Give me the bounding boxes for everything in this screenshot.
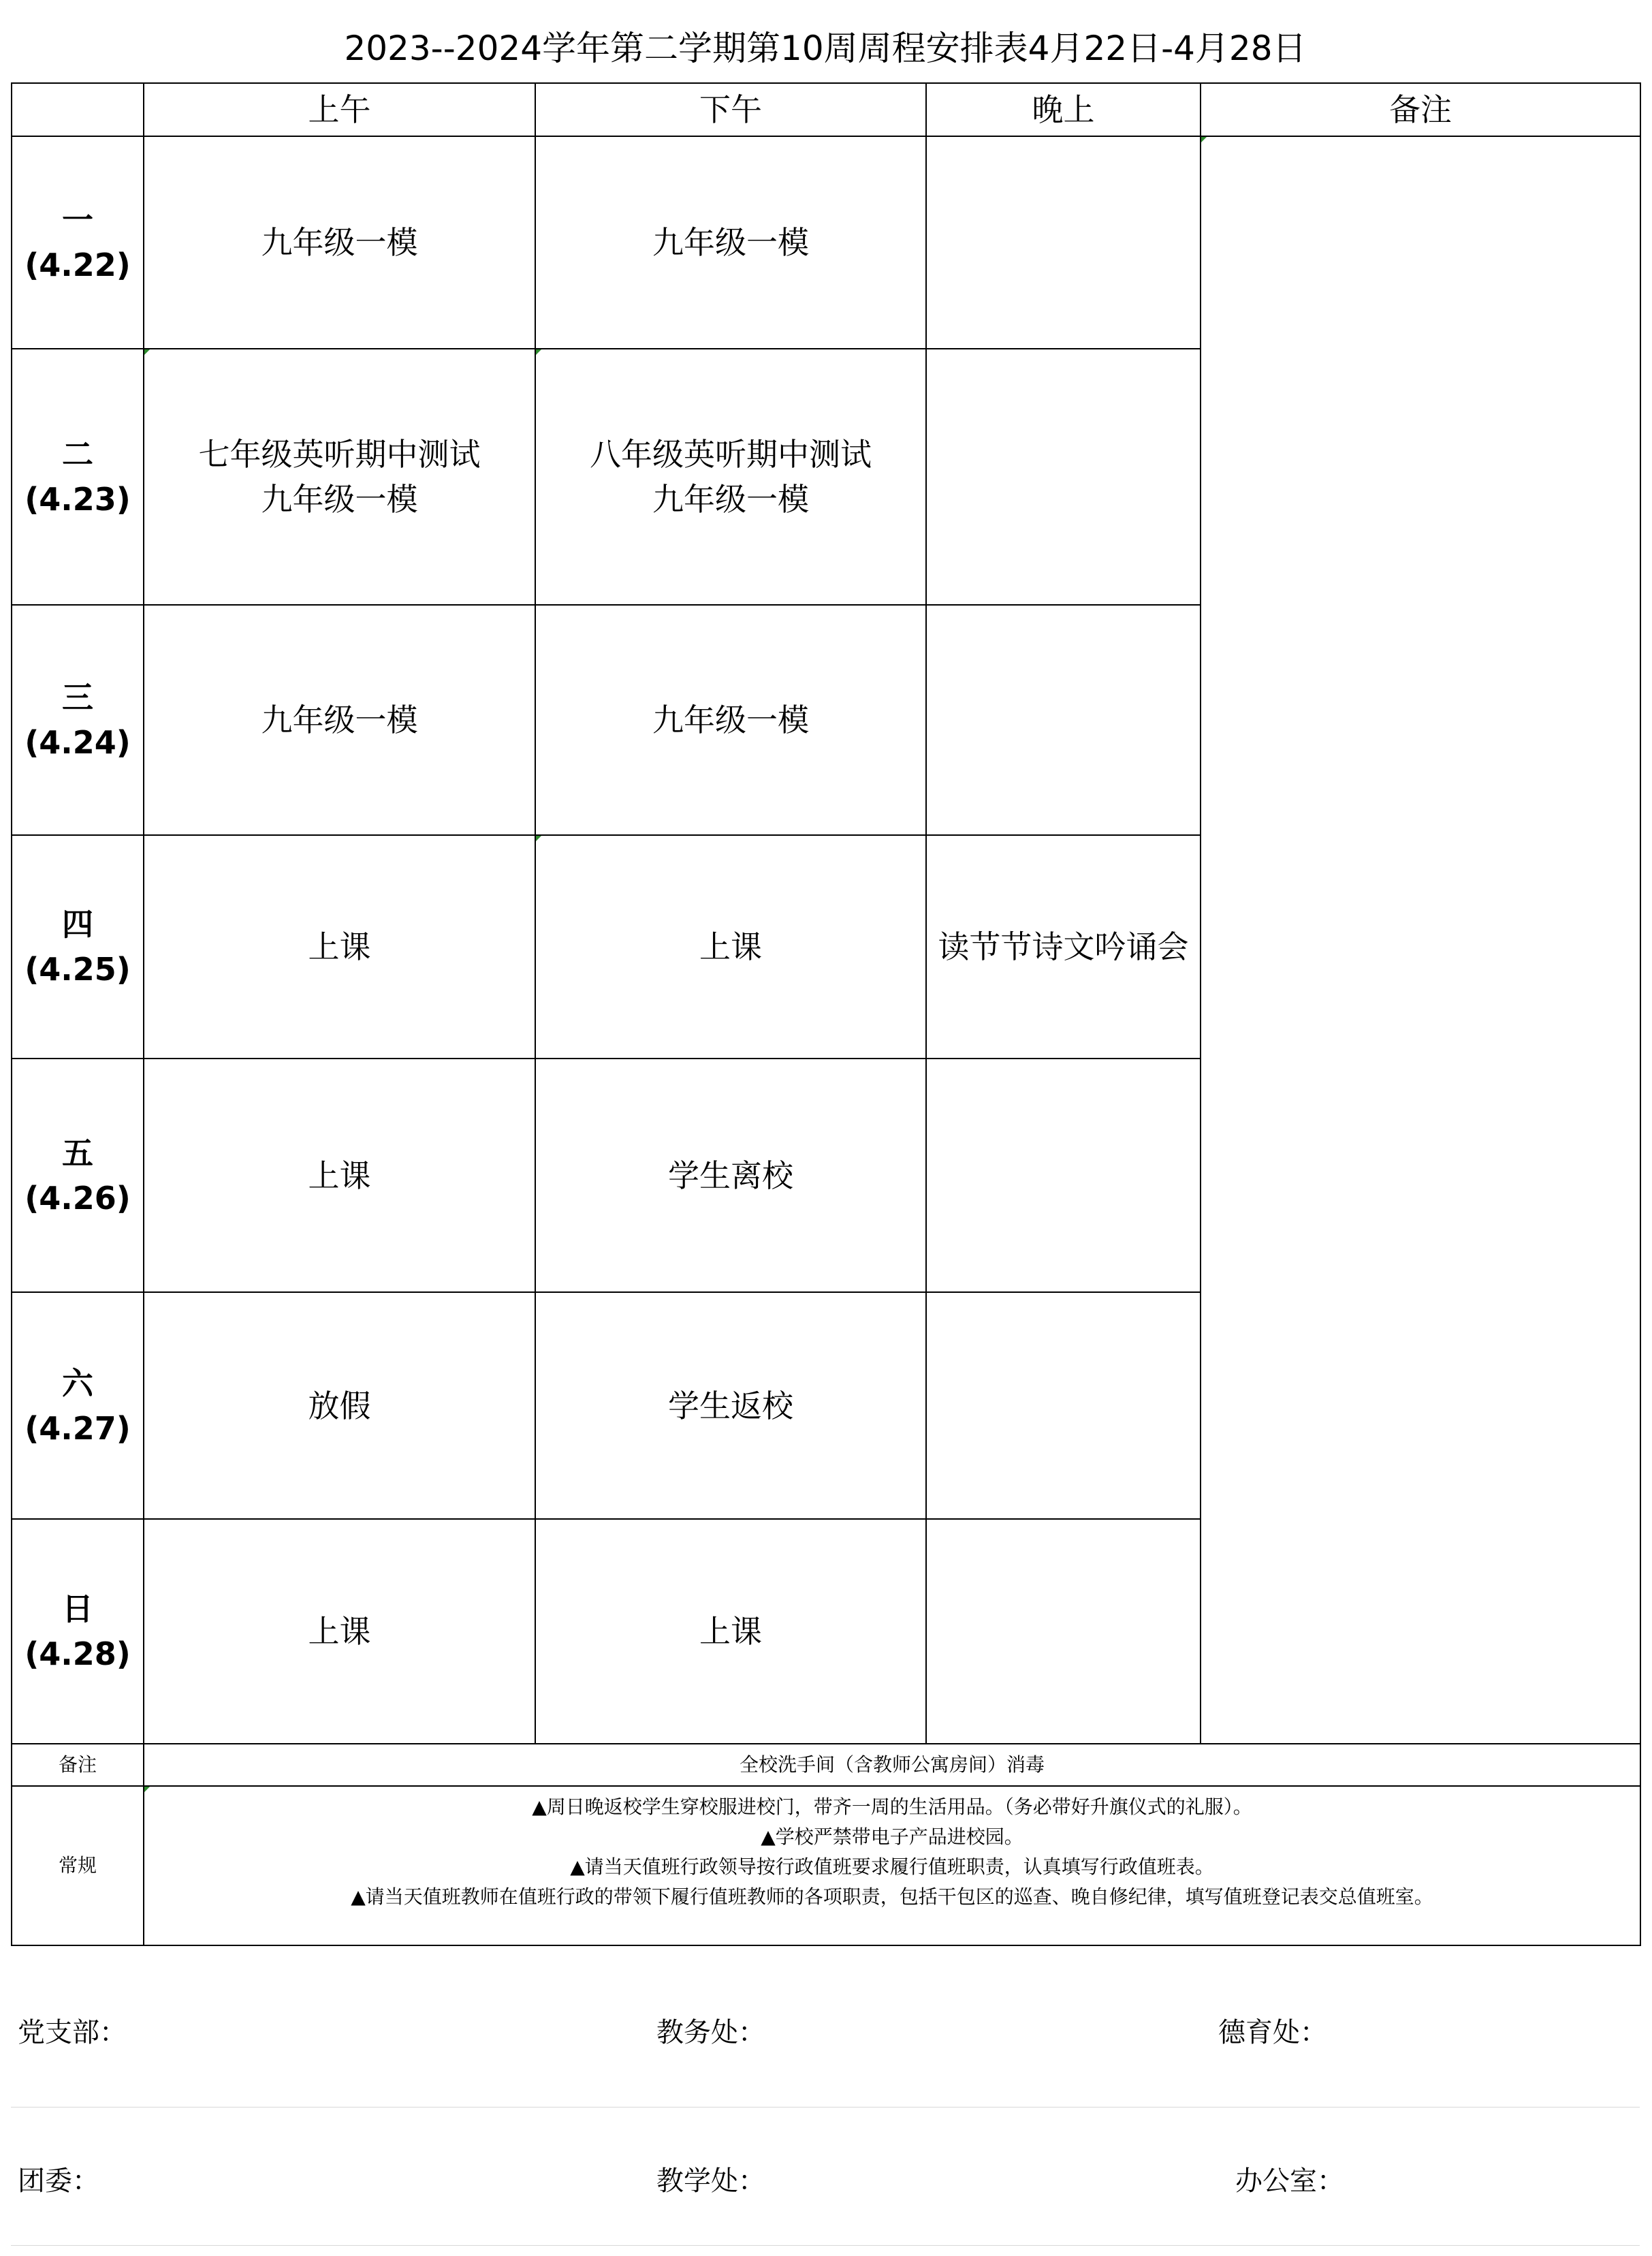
comment-marker-icon <box>536 836 541 841</box>
routine-row-content[interactable] <box>144 1786 1640 1945</box>
evening-cell[interactable] <box>926 349 1201 605</box>
day-date: (4.24) <box>25 724 131 761</box>
notes-row-label[interactable]: 备注 <box>12 1744 144 1786</box>
evening-cell[interactable] <box>926 136 1201 349</box>
comment-marker-icon <box>1201 137 1207 142</box>
afternoon-line: 上课 <box>699 928 762 965</box>
day-label: 一 <box>62 202 93 238</box>
morning-line: 上课 <box>308 1157 371 1194</box>
morning-cell[interactable] <box>144 136 535 349</box>
day-cell[interactable] <box>12 136 144 349</box>
comment-marker-icon <box>144 1787 150 1792</box>
morning-line: 上课 <box>308 1613 371 1650</box>
morning-line: 九年级一模 <box>261 702 418 738</box>
morning-cell[interactable] <box>144 1292 535 1519</box>
header-blank[interactable] <box>12 83 144 136</box>
evening-cell[interactable] <box>926 1519 1201 1744</box>
afternoon-cell[interactable] <box>535 136 926 349</box>
morning-line: 九年级一模 <box>261 481 418 518</box>
notes-row <box>12 1744 1640 1786</box>
morning-line: 七年级英听期中测试 <box>198 436 481 473</box>
day-label: 三 <box>62 679 93 716</box>
comment-marker-icon <box>144 349 150 355</box>
signature-academic-affairs: 教务处： <box>656 2017 765 2048</box>
day-label: 四 <box>62 906 93 943</box>
afternoon-line: 学生离校 <box>668 1157 793 1194</box>
signature-youth-league: 团委： <box>18 2165 99 2197</box>
afternoon-line: 九年级一模 <box>652 224 809 261</box>
routine-line: ▲请当天值班行政领导按行政值班要求履行值班职责，认真填写行政值班表。 <box>570 1855 1214 1878</box>
afternoon-line: 九年级一模 <box>652 702 809 738</box>
notes-column-cell[interactable] <box>1201 136 1640 1744</box>
row-divider <box>11 2245 1640 2246</box>
day-date: (4.25) <box>25 951 131 988</box>
day-cell[interactable] <box>12 1519 144 1744</box>
header-row <box>12 83 1640 136</box>
morning-cell[interactable] <box>144 1059 535 1292</box>
header-morning[interactable]: 上午 <box>144 83 535 136</box>
header-afternoon[interactable]: 下午 <box>535 83 926 136</box>
afternoon-line: 九年级一模 <box>652 481 809 518</box>
morning-cell[interactable] <box>144 1519 535 1744</box>
afternoon-line: 上课 <box>699 1613 762 1650</box>
schedule-table <box>11 82 1641 1946</box>
notes-row-text[interactable]: 全校洗手间（含教师公寓房间）消毒 <box>144 1744 1640 1786</box>
signature-teaching: 教学处： <box>656 2165 765 2197</box>
afternoon-cell[interactable] <box>535 349 926 605</box>
routine-line: ▲学校严禁带电子产品进校园。 <box>761 1826 1023 1848</box>
header-notes[interactable]: 备注 <box>1201 83 1640 136</box>
day-cell[interactable] <box>12 605 144 835</box>
row-divider <box>11 2107 1640 2108</box>
morning-line: 上课 <box>308 928 371 965</box>
afternoon-line: 学生返校 <box>668 1387 793 1424</box>
day-cell[interactable] <box>12 349 144 605</box>
afternoon-cell[interactable] <box>535 1059 926 1292</box>
afternoon-cell[interactable] <box>535 1292 926 1519</box>
morning-line: 九年级一模 <box>261 224 418 261</box>
afternoon-line: 八年级英听期中测试 <box>590 436 872 473</box>
signature-party-branch: 党支部： <box>18 2017 127 2048</box>
routine-row-label[interactable]: 常规 <box>12 1786 144 1945</box>
day-date: (4.23) <box>25 481 131 518</box>
day-date: (4.26) <box>25 1179 131 1217</box>
day-date: (4.28) <box>25 1635 131 1672</box>
day-cell[interactable] <box>12 835 144 1059</box>
evening-cell[interactable] <box>926 605 1201 835</box>
morning-cell[interactable] <box>144 605 535 835</box>
day-label: 六 <box>62 1364 93 1402</box>
comment-marker-icon <box>536 349 541 355</box>
day-date: (4.22) <box>25 247 131 283</box>
evening-cell[interactable] <box>926 1059 1201 1292</box>
day-label: 日 <box>62 1591 93 1627</box>
day-cell[interactable] <box>12 1059 144 1292</box>
day-date: (4.27) <box>25 1409 131 1447</box>
afternoon-cell[interactable] <box>535 605 926 835</box>
evening-cell[interactable] <box>926 1292 1201 1519</box>
page-title: 2023--2024学年第二学期第10周周程安排表4月22日-4月28日 <box>344 29 1307 68</box>
header-evening[interactable]: 晚上 <box>926 83 1201 136</box>
morning-cell[interactable] <box>144 835 535 1059</box>
row-day-1 <box>12 136 1640 349</box>
signature-office: 办公室： <box>1235 2165 1344 2197</box>
routine-line: ▲请当天值班教师在值班行政的带领下履行值班教师的各项职责，包括干包区的巡查、晚自修纪律，填写值班登记表交总值班室。 <box>351 1885 1433 1908</box>
day-label: 五 <box>62 1134 93 1172</box>
signature-moral-education: 德育处： <box>1218 2017 1327 2048</box>
day-label: 二 <box>62 436 93 473</box>
routine-row <box>12 1786 1640 1945</box>
evening-cell[interactable]: 读节节诗文吟诵会 <box>926 835 1201 1059</box>
morning-cell[interactable] <box>144 349 535 605</box>
routine-line: ▲周日晚返校学生穿校服进校门，带齐一周的生活用品。（务必带好升旗仪式的礼服）。 <box>532 1796 1252 1818</box>
afternoon-cell[interactable] <box>535 835 926 1059</box>
day-cell[interactable] <box>12 1292 144 1519</box>
morning-line: 放假 <box>308 1387 371 1424</box>
afternoon-cell[interactable] <box>535 1519 926 1744</box>
